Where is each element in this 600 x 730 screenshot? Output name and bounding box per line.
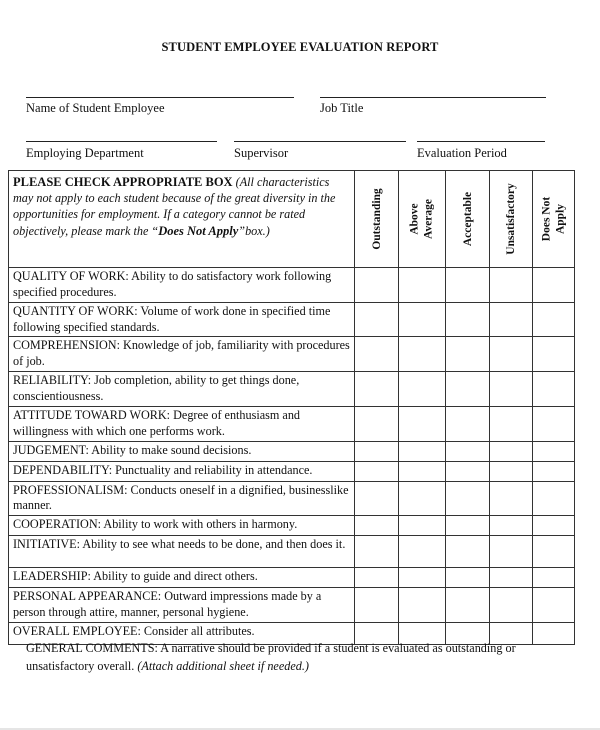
rating-label: Above Average (408, 198, 435, 240)
job-title-field-line[interactable] (320, 97, 546, 98)
rating-checkbox-cell[interactable] (399, 516, 446, 536)
rating-checkbox-cell[interactable] (399, 302, 446, 337)
rating-checkbox-cell[interactable] (490, 268, 533, 303)
criterion-label: COMPREHENSION: Knowledge of job, familiarity with procedures of job. (9, 337, 355, 372)
rating-checkbox-cell[interactable] (446, 372, 490, 407)
rating-checkbox-cell[interactable] (399, 268, 446, 303)
criterion-label: PROFESSIONALISM: Conducts oneself in a dignified, businesslike manner. (9, 481, 355, 516)
general-comments (26, 640, 566, 675)
rating-checkbox-cell[interactable] (446, 536, 490, 568)
rating-checkbox-cell[interactable] (446, 568, 490, 588)
rating-checkbox-cell[interactable] (533, 441, 575, 461)
rating-checkbox-cell[interactable] (533, 268, 575, 303)
rating-checkbox-cell[interactable] (355, 481, 399, 516)
supervisor-field-line[interactable] (234, 141, 406, 142)
rating-checkbox-cell[interactable] (490, 568, 533, 588)
criterion-label: JUDGEMENT: Ability to make sound decisions. (9, 441, 355, 461)
rating-checkbox-cell[interactable] (399, 461, 446, 481)
criterion-label: DEPENDABILITY: Punctuality and reliability in attendance. (9, 461, 355, 481)
rating-checkbox-cell[interactable] (399, 441, 446, 461)
table-row (9, 588, 575, 623)
rating-checkbox-cell[interactable] (533, 406, 575, 441)
rating-checkbox-cell[interactable] (446, 268, 490, 303)
criterion-label: COOPERATION: Ability to work with others in harmony. (9, 516, 355, 536)
rating-checkbox-cell[interactable] (399, 536, 446, 568)
rating-checkbox-cell[interactable] (355, 337, 399, 372)
instruction-heading: PLEASE CHECK APPROPRIATE BOX (13, 175, 233, 189)
instructions-cell (9, 171, 355, 268)
table-row (9, 516, 575, 536)
rating-checkbox-cell[interactable] (355, 516, 399, 536)
rating-checkbox-cell[interactable] (355, 461, 399, 481)
rating-checkbox-cell[interactable] (355, 302, 399, 337)
rating-checkbox-cell[interactable] (446, 481, 490, 516)
rating-checkbox-cell[interactable] (533, 588, 575, 623)
rating-checkbox-cell[interactable] (533, 481, 575, 516)
rating-checkbox-cell[interactable] (399, 406, 446, 441)
rating-checkbox-cell[interactable] (399, 588, 446, 623)
rating-checkbox-cell[interactable] (355, 536, 399, 568)
criterion-label: ATTITUDE TOWARD WORK: Degree of enthusiasm and willingness with which one performs work. (9, 406, 355, 441)
rating-checkbox-cell[interactable] (490, 536, 533, 568)
rating-checkbox-cell[interactable] (446, 441, 490, 461)
rating-checkbox-cell[interactable] (446, 302, 490, 337)
criterion-label: RELIABILITY: Job completion, ability to get things done, conscientiousness. (9, 372, 355, 407)
table-row (9, 481, 575, 516)
rating-checkbox-cell[interactable] (355, 441, 399, 461)
rating-checkbox-cell[interactable] (533, 568, 575, 588)
header-above-average (399, 171, 446, 268)
table-row (9, 441, 575, 461)
supervisor-label: Supervisor (234, 146, 289, 160)
header-unsatisfactory (490, 171, 533, 268)
rating-label: Unsatisfactory (504, 183, 517, 255)
rating-checkbox-cell[interactable] (533, 302, 575, 337)
rating-checkbox-cell[interactable] (355, 588, 399, 623)
comments-text: GENERAL COMMENTS: A narrative should be provided if a student is evaluated as outstanding or unsatisfactory overall. (26, 641, 516, 673)
name-label: Name of Student Employee (26, 101, 165, 115)
period-field-line[interactable] (417, 141, 545, 142)
table-row (9, 372, 575, 407)
criterion-label: OVERALL EMPLOYEE: Consider all attributes. (9, 623, 355, 645)
rating-checkbox-cell[interactable] (446, 461, 490, 481)
rating-checkbox-cell[interactable] (490, 372, 533, 407)
rating-checkbox-cell[interactable] (355, 406, 399, 441)
rating-checkbox-cell[interactable] (355, 372, 399, 407)
rating-checkbox-cell[interactable] (355, 268, 399, 303)
department-field-line[interactable] (26, 141, 217, 142)
table-row (9, 568, 575, 588)
job-title-label: Job Title (320, 101, 364, 115)
table-row (9, 302, 575, 337)
name-field-line[interactable] (26, 97, 294, 98)
rating-checkbox-cell[interactable] (399, 481, 446, 516)
rating-checkbox-cell[interactable] (490, 481, 533, 516)
period-label: Evaluation Period (417, 146, 507, 160)
rating-checkbox-cell[interactable] (490, 441, 533, 461)
table-header-row (9, 171, 575, 268)
header-does-not-apply (533, 171, 575, 268)
rating-checkbox-cell[interactable] (490, 406, 533, 441)
rating-checkbox-cell[interactable] (490, 516, 533, 536)
table-row (9, 536, 575, 568)
criterion-label: QUANTITY OF WORK: Volume of work done in specified time following specified standards. (9, 302, 355, 337)
rating-checkbox-cell[interactable] (446, 406, 490, 441)
rating-checkbox-cell[interactable] (533, 536, 575, 568)
rating-checkbox-cell[interactable] (533, 372, 575, 407)
rating-label: Does Not Apply (540, 196, 567, 242)
criterion-label: QUALITY OF WORK: Ability to do satisfactory work following specified procedures. (9, 268, 355, 303)
header-outstanding (355, 171, 399, 268)
rating-checkbox-cell[interactable] (533, 516, 575, 536)
comments-note: (Attach additional sheet if needed.) (137, 658, 309, 673)
does-not-apply-emphasis: Does Not Apply (158, 223, 239, 238)
header-acceptable (446, 171, 490, 268)
instruction-end: ”box.) (238, 223, 270, 238)
rating-label: Acceptable (461, 191, 474, 247)
rating-checkbox-cell[interactable] (446, 588, 490, 623)
rating-label: Outstanding (370, 188, 383, 250)
report-title: STUDENT EMPLOYEE EVALUATION REPORT (161, 40, 439, 54)
rating-checkbox-cell[interactable] (490, 461, 533, 481)
rating-checkbox-cell[interactable] (490, 337, 533, 372)
rating-checkbox-cell[interactable] (490, 302, 533, 337)
rating-checkbox-cell[interactable] (533, 337, 575, 372)
table-row (9, 268, 575, 303)
instruction-text: (All characteristics may not apply to each student because of the great diversity in the opportunities for employment. If a category cannot be rated objectively, please mark the “ (13, 175, 336, 238)
rating-checkbox-cell[interactable] (399, 372, 446, 407)
table-row (9, 337, 575, 372)
rating-checkbox-cell[interactable] (446, 516, 490, 536)
table-row (9, 461, 575, 481)
rating-checkbox-cell[interactable] (399, 337, 446, 372)
criterion-label: LEADERSHIP: Ability to guide and direct others. (9, 568, 355, 588)
criterion-label: PERSONAL APPEARANCE: Outward impressions made by a person through attire, manner, personal hygiene. (9, 588, 355, 623)
table-row (9, 406, 575, 441)
rating-checkbox-cell[interactable] (355, 568, 399, 588)
rating-checkbox-cell[interactable] (490, 588, 533, 623)
rating-checkbox-cell[interactable] (533, 461, 575, 481)
department-label: Employing Department (26, 146, 144, 160)
rating-checkbox-cell[interactable] (399, 568, 446, 588)
criterion-label: INITIATIVE: Ability to see what needs to be done, and then does it. (9, 536, 355, 568)
rating-checkbox-cell[interactable] (446, 337, 490, 372)
evaluation-table (8, 170, 575, 645)
